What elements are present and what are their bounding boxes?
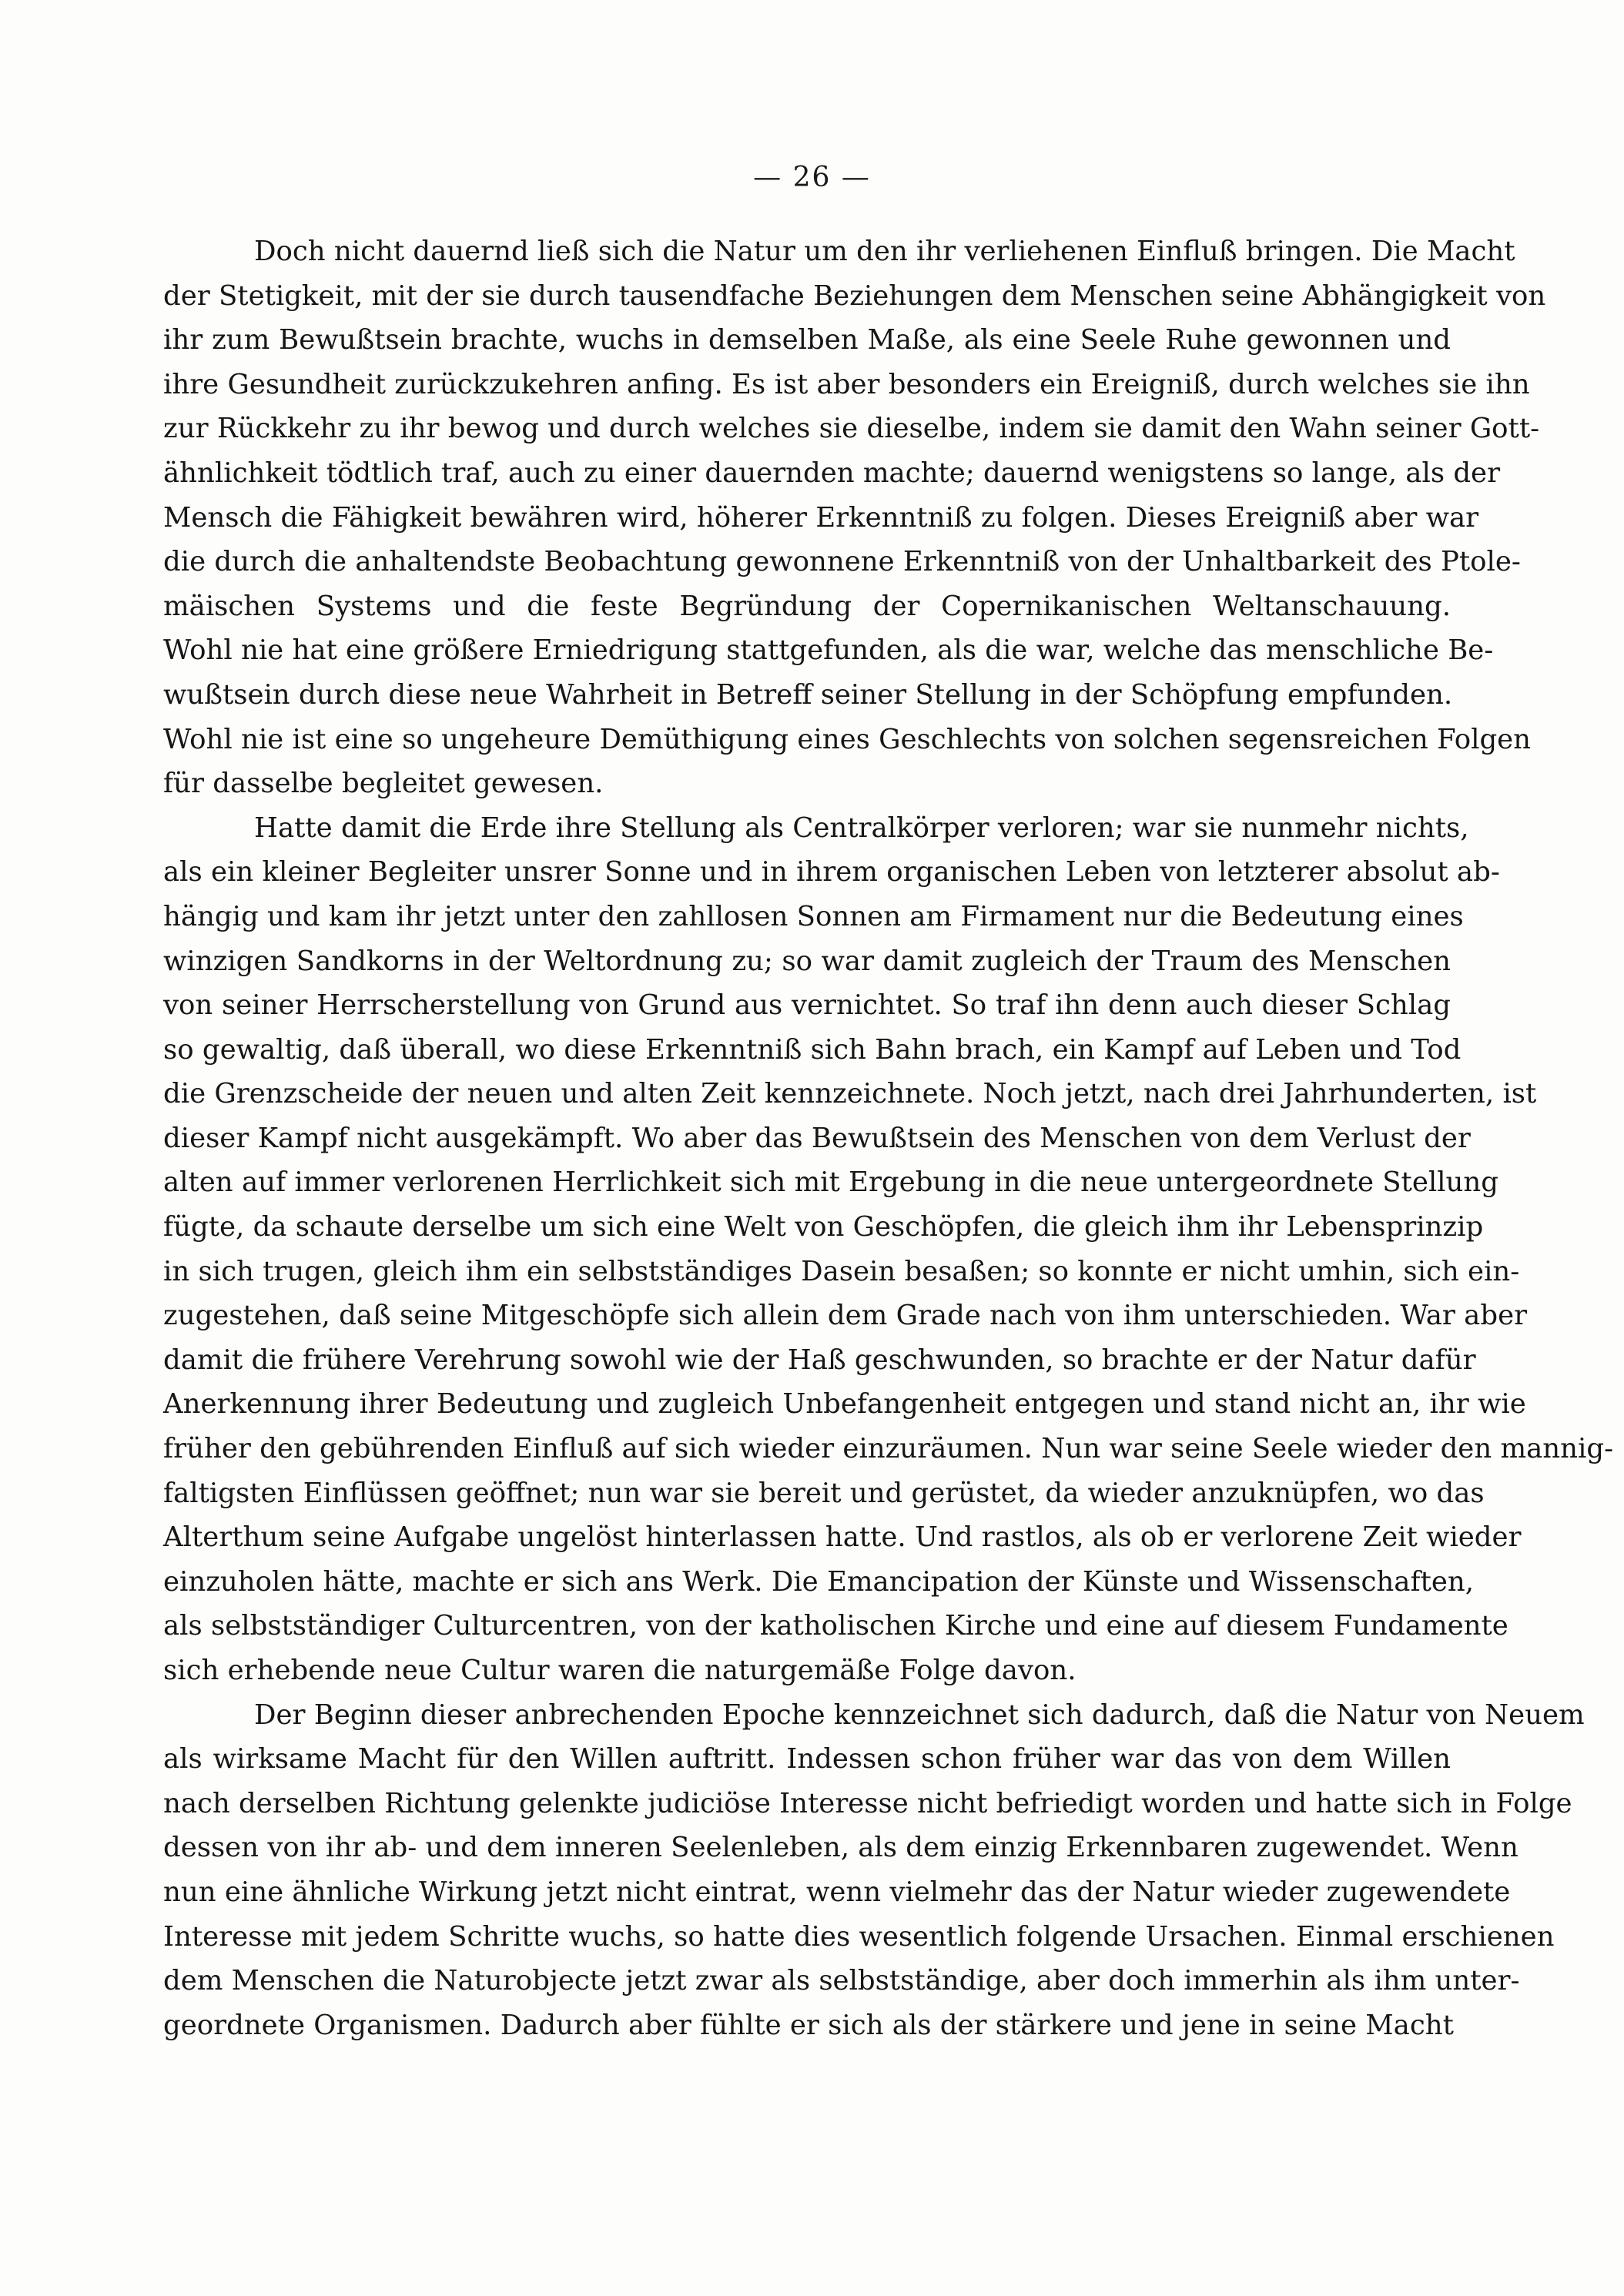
- text-line: dem Menschen die Naturobjecte jetzt zwar als selbstständige, aber doch immerhin als ihm unter-: [163, 1965, 1520, 1997]
- text-line: winzigen Sandkorns in der Weltordnung zu; so war damit zugleich der Traum des Menschen: [163, 945, 1451, 977]
- page-number: — 26 —: [753, 162, 871, 193]
- text-line: Alterthum seine Aufgabe ungelöst hinterlassen hatte. Und rastlos, als ob er verlorene Zeit wieder: [163, 1521, 1522, 1554]
- text-line: Hatte damit die Erde ihre Stellung als Centralkörper verloren; war sie nunmehr nichts,: [254, 812, 1469, 844]
- text-line: zur Rückkehr zu ihr bewog und durch welches sie dieselbe, indem sie damit den Wahn seiner Gott-: [163, 413, 1540, 445]
- text-line: sich erhebende neue Cultur waren die naturgemäße Folge davon.: [163, 1655, 1077, 1686]
- body-text: [163, 229, 1614, 2047]
- text-line: früher den gebührenden Einfluß auf sich wieder einzuräumen. Nun war seine Seele wieder den mannig-: [163, 1433, 1614, 1465]
- text-line: ihre Gesundheit zurückzukehren anfing. Es ist aber besonders ein Ereigniß, durch welches sie ihn: [163, 368, 1530, 400]
- text-line: nun eine ähnliche Wirkung jetzt nicht eintrat, wenn vielmehr das der Natur wieder zugewendete: [163, 1876, 1511, 1908]
- text-line: ähnlichkeit tödtlich traf, auch zu einer dauernden machte; dauernd wenigstens so lange, als der: [163, 457, 1501, 489]
- text-line: nach derselben Richtung gelenkte judiciöse Interesse nicht befriedigt worden und hatte sich in Folge: [163, 1787, 1572, 1819]
- text-line: für dasselbe begleitet gewesen.: [163, 768, 604, 800]
- text-line: hängig und kam ihr jetzt unter den zahllosen Sonnen am Firmament nur die Bedeutung eines: [163, 900, 1464, 932]
- text-line: dessen von ihr ab- und dem inneren Seelenleben, als dem einzig Erkennbaren zugewendet. Wenn: [163, 1832, 1519, 1864]
- text-line: Interesse mit jedem Schritte wuchs, so hatte dies wesentlich folgende Ursachen. Einmal erschienen: [163, 1920, 1555, 1953]
- text-line: zugestehen, daß seine Mitgeschöpfe sich allein dem Grade nach von ihm unterschieden. War aber: [163, 1300, 1528, 1332]
- text-line: die Grenzscheide der neuen und alten Zeit kennzeichnete. Noch jetzt, nach drei Jahrhunderten, ist: [163, 1078, 1537, 1110]
- text-line: als ein kleiner Begleiter unsrer Sonne und in ihrem organischen Leben von letzterer absolut ab-: [163, 856, 1500, 889]
- text-line: fügte, da schaute derselbe um sich eine Welt von Geschöpfen, die gleich ihm ihr Lebensprinzip: [163, 1211, 1484, 1243]
- text-line: so gewaltig, daß überall, wo diese Erkenntniß sich Bahn brach, ein Kampf auf Leben und Tod: [163, 1033, 1462, 1066]
- text-line: Wohl nie hat eine größere Erniedrigung stattgefunden, als die war, welche das menschliche Be-: [163, 634, 1494, 667]
- text-line: die durch die anhaltendste Beobachtung gewonnene Erkenntniß von der Unhaltbarkeit des Ptole-: [163, 546, 1521, 578]
- text-line: Der Beginn dieser anbrechenden Epoche kennzeichnet sich dadurch, daß die Natur von Neuem: [254, 1699, 1585, 1731]
- text-line: in sich trugen, gleich ihm ein selbstständiges Dasein besaßen; so konnte er nicht umhin, sich ein-: [163, 1255, 1520, 1287]
- text-line: wußtsein durch diese neue Wahrheit in Betreff seiner Stellung in der Schöpfung empfunden.: [163, 678, 1453, 711]
- text-line: der Stetigkeit, mit der sie durch tausendfache Beziehungen dem Menschen seine Abhängigkeit von: [163, 279, 1546, 312]
- text-line: mäischen Systems und die feste Begründung der Copernikanischen Weltanschauung.: [163, 590, 1451, 622]
- text-line: faltigsten Einflüssen geöffnet; nun war sie bereit und gerüstet, da wieder anzuknüpfen, wo das: [163, 1477, 1485, 1509]
- text-line: ihr zum Bewußtsein brachte, wuchs in demselben Maße, als eine Seele Ruhe gewonnen und: [163, 324, 1451, 356]
- text-line: alten auf immer verlorenen Herrlichkeit sich mit Ergebung in die neue untergeordnete Stellung: [163, 1166, 1498, 1199]
- text-line: Anerkennung ihrer Bedeutung und zugleich Unbefangenheit entgegen und stand nicht an, ihr wie: [163, 1388, 1526, 1421]
- text-line: Doch nicht dauernd ließ sich die Natur um den ihr verliehenen Einfluß bringen. Die Macht: [254, 236, 1515, 267]
- text-line: damit die frühere Verehrung sowohl wie der Haß geschwunden, so brachte er der Natur dafür: [163, 1344, 1476, 1376]
- text-line: geordnete Organismen. Dadurch aber fühlte er sich als der stärkere und jene in seine Macht: [163, 2009, 1454, 2041]
- text-line: Mensch die Fähigkeit bewähren wird, höherer Erkenntniß zu folgen. Dieses Ereigniß aber war: [163, 501, 1479, 534]
- text-line: Wohl nie ist eine so ungeheure Demüthigung eines Geschlechts von solchen segensreichen Folgen: [163, 723, 1532, 755]
- text-line: dieser Kampf nicht ausgekämpft. Wo aber das Bewußtsein des Menschen von dem Verlust der: [163, 1122, 1471, 1154]
- text-line: von seiner Herrscherstellung von Grund aus vernichtet. So traf ihn denn auch dieser Schlag: [163, 989, 1451, 1022]
- text-line: als selbstständiger Culturcentren, von der katholischen Kirche und eine auf diesem Fundamente: [163, 1610, 1508, 1642]
- text-line: einzuholen hätte, machte er sich ans Werk. Die Emancipation der Künste und Wissenschaften,: [163, 1565, 1475, 1598]
- text-line: als wirksame Macht für den Willen auftritt. Indessen schon früher war das von dem Willen: [163, 1743, 1451, 1776]
